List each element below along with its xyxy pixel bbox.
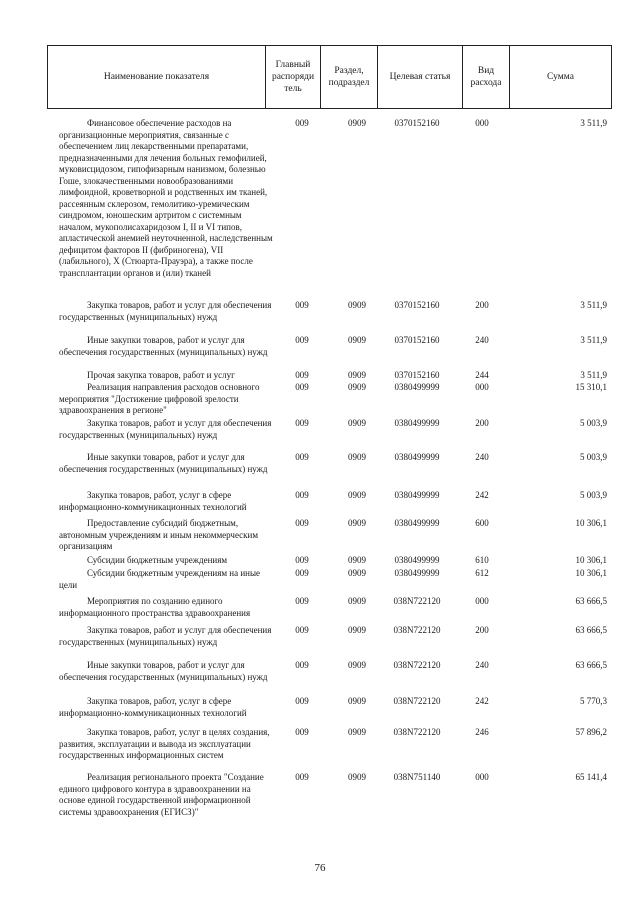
- row-cs: 0380499999: [394, 490, 440, 500]
- row-vr: 200: [475, 418, 489, 428]
- row-vr: 244: [475, 370, 489, 380]
- row-rz: 0909: [348, 335, 366, 345]
- row-gr: 009: [295, 370, 309, 380]
- row-gr: 009: [295, 555, 309, 565]
- row-name: Закупка товаров, работ и услуг для обеспечения государственных (муниципальных) нужд: [59, 300, 272, 322]
- row-name: Субсидии бюджетным учреждениям: [87, 555, 228, 565]
- row-vr: 610: [475, 555, 489, 565]
- row-cs: 0380499999: [394, 568, 440, 578]
- row-name: Мероприятия по созданию единого информационного пространства здравоохранения: [59, 596, 251, 618]
- row-name: Предоставление субсидий бюджетным, автономным учреждениям и иным некоммерческим организациям: [59, 518, 259, 551]
- row-name: Финансовое обеспечение расходов на организационные мероприятия, связанные с обеспечением лиц лекарственными препаратами, предназначенными для лечения больных гемофилией, муковисцидозом, гипофизарным нанизмом, болезнью Гоше, злокачественными новообразованиями лимфоидной, кроветворной и родственных им тканей, рассеянным склерозом, гемолитико-уремическим синдромом, юношеским артритом с системным началом, мукополисахаридозом I, II и VI типов, апластической анемией неуточненной, наследственным дефицитом факторов II (фибриногена), VII (лабильного), X (Стюарта-Прауэра), а также после трансплантации органов и (или) тканей: [59, 118, 273, 278]
- row-sum: 5 003,9: [580, 452, 607, 462]
- row-sum: 15 310,1: [575, 382, 607, 392]
- row-vr: 242: [475, 696, 489, 706]
- row-gr: 009: [295, 418, 309, 428]
- row-rz: 0909: [348, 660, 366, 670]
- row-vr: 000: [475, 382, 489, 392]
- header-rz: Раздел, подраздел: [321, 46, 378, 108]
- row-cs: 0370152160: [394, 118, 440, 128]
- row-rz: 0909: [348, 568, 366, 578]
- row-vr: 240: [475, 452, 489, 462]
- row-rz: 0909: [348, 696, 366, 706]
- row-sum: 3 511,9: [580, 300, 607, 310]
- row-gr: 009: [295, 596, 309, 606]
- row-rz: 0909: [348, 118, 366, 128]
- row-rz: 0909: [348, 300, 366, 310]
- row-cs: 038N722120: [393, 596, 441, 606]
- row-gr: 009: [295, 772, 309, 782]
- row-rz: 0909: [348, 625, 366, 635]
- row-gr: 009: [295, 518, 309, 528]
- row-gr: 009: [295, 382, 309, 392]
- row-cs: 0380499999: [394, 555, 440, 565]
- row-sum: 63 666,5: [575, 596, 607, 606]
- row-vr: 600: [475, 518, 489, 528]
- row-rz: 0909: [348, 772, 366, 782]
- table-row: [47, 518, 612, 554]
- table-row: [47, 335, 612, 371]
- row-gr: 009: [295, 490, 309, 500]
- row-name: Иные закупки товаров, работ и услуг для обеспечения государственных (муниципальных) нужд: [59, 335, 268, 357]
- row-cs: 0380499999: [394, 452, 440, 462]
- row-sum: 63 666,5: [575, 625, 607, 635]
- row-name: Иные закупки товаров, работ и услуг для обеспечения государственных (муниципальных) нужд: [59, 452, 268, 474]
- row-name: Прочая закупка товаров, работ и услуг: [87, 370, 235, 380]
- row-cs: 038N722120: [393, 727, 441, 737]
- header-name: Наименование показателя: [48, 46, 266, 108]
- row-name: Закупка товаров, работ, услуг в целях создания, развития, эксплуатации и вывода из эксплуатации государственных информационных систем: [59, 727, 270, 760]
- row-cs: 0370152160: [394, 300, 440, 310]
- table-header: [47, 45, 612, 109]
- row-sum: 5 003,9: [580, 490, 607, 500]
- row-name: Реализация направления расходов основного мероприятия "Достижение цифровой зрелости здравоохранения в регионе": [59, 382, 260, 415]
- header-cs: Целевая статья: [378, 46, 463, 108]
- row-cs: 0370152160: [394, 370, 440, 380]
- row-sum: 5 770,3: [580, 696, 607, 706]
- table-row: [47, 300, 612, 336]
- row-rz: 0909: [348, 727, 366, 737]
- table-row: [47, 727, 612, 775]
- row-vr: 000: [475, 118, 489, 128]
- row-gr: 009: [295, 300, 309, 310]
- row-sum: 63 666,5: [575, 660, 607, 670]
- row-vr: 200: [475, 300, 489, 310]
- row-sum: 3 511,9: [580, 370, 607, 380]
- row-rz: 0909: [348, 382, 366, 392]
- row-rz: 0909: [348, 490, 366, 500]
- row-vr: 240: [475, 660, 489, 670]
- row-name: Иные закупки товаров, работ и услуг для обеспечения государственных (муниципальных) нужд: [59, 660, 268, 682]
- row-gr: 009: [295, 625, 309, 635]
- table-row: [47, 596, 612, 620]
- table-row: [47, 118, 612, 300]
- row-rz: 0909: [348, 418, 366, 428]
- header-sum: Сумма: [547, 72, 574, 82]
- row-cs: 038N722120: [393, 625, 441, 635]
- row-name: Субсидии бюджетным учреждениям на иные цели: [59, 568, 261, 590]
- row-name: Закупка товаров, работ, услуг в сфере информационно-коммуникационных технологий: [59, 696, 247, 718]
- header-vr: Вид расхода: [463, 46, 510, 108]
- row-cs: 0380499999: [394, 418, 440, 428]
- table-row: [47, 370, 612, 382]
- page-number: 76: [314, 862, 326, 874]
- row-cs: 0370152160: [394, 335, 440, 345]
- table-row: [47, 490, 612, 514]
- row-rz: 0909: [348, 555, 366, 565]
- row-sum: 5 003,9: [580, 418, 607, 428]
- row-gr: 009: [295, 118, 309, 128]
- table-row: [47, 660, 612, 696]
- row-vr: 000: [475, 772, 489, 782]
- row-rz: 0909: [348, 596, 366, 606]
- table-row: [47, 418, 612, 454]
- row-sum: 10 306,1: [575, 568, 607, 578]
- row-gr: 009: [295, 335, 309, 345]
- row-gr: 009: [295, 696, 309, 706]
- row-cs: 038N751140: [393, 772, 441, 782]
- row-gr: 009: [295, 727, 309, 737]
- table-row: [47, 696, 612, 720]
- row-sum: 3 511,9: [580, 118, 607, 128]
- table-row: [47, 568, 612, 592]
- table-row: [47, 625, 612, 661]
- row-gr: 009: [295, 660, 309, 670]
- row-vr: 000: [475, 596, 489, 606]
- row-cs: 038N722120: [393, 696, 441, 706]
- row-sum: 10 306,1: [575, 518, 607, 528]
- row-gr: 009: [295, 568, 309, 578]
- row-name: Реализация регионального проекта "Создание единого цифрового контура в здравоохранении на основе единой государственной информационной системы здравоохранения (ЕГИСЗ)": [59, 772, 264, 817]
- row-sum: 57 896,2: [575, 727, 607, 737]
- row-sum: 65 141,4: [575, 772, 607, 782]
- row-vr: 242: [475, 490, 489, 500]
- row-vr: 246: [475, 727, 489, 737]
- row-cs: 0380499999: [394, 518, 440, 528]
- table-row: [47, 382, 612, 418]
- row-sum: 10 306,1: [575, 555, 607, 565]
- row-name: Закупка товаров, работ и услуг для обеспечения государственных (муниципальных) нужд: [59, 625, 272, 647]
- row-cs: 038N722120: [393, 660, 441, 670]
- row-rz: 0909: [348, 370, 366, 380]
- row-rz: 0909: [348, 518, 366, 528]
- table-row: [47, 772, 612, 844]
- header-gr: Главный распоряди тель: [266, 46, 321, 108]
- row-name: Закупка товаров, работ и услуг для обеспечения государственных (муниципальных) нужд: [59, 418, 272, 440]
- row-vr: 240: [475, 335, 489, 345]
- row-vr: 200: [475, 625, 489, 635]
- row-sum: 3 511,9: [580, 335, 607, 345]
- table-row: [47, 555, 612, 567]
- row-name: Закупка товаров, работ, услуг в сфере информационно-коммуникационных технологий: [59, 490, 247, 512]
- table-row: [47, 452, 612, 488]
- row-vr: 612: [475, 568, 489, 578]
- row-gr: 009: [295, 452, 309, 462]
- row-rz: 0909: [348, 452, 366, 462]
- row-cs: 0380499999: [394, 382, 440, 392]
